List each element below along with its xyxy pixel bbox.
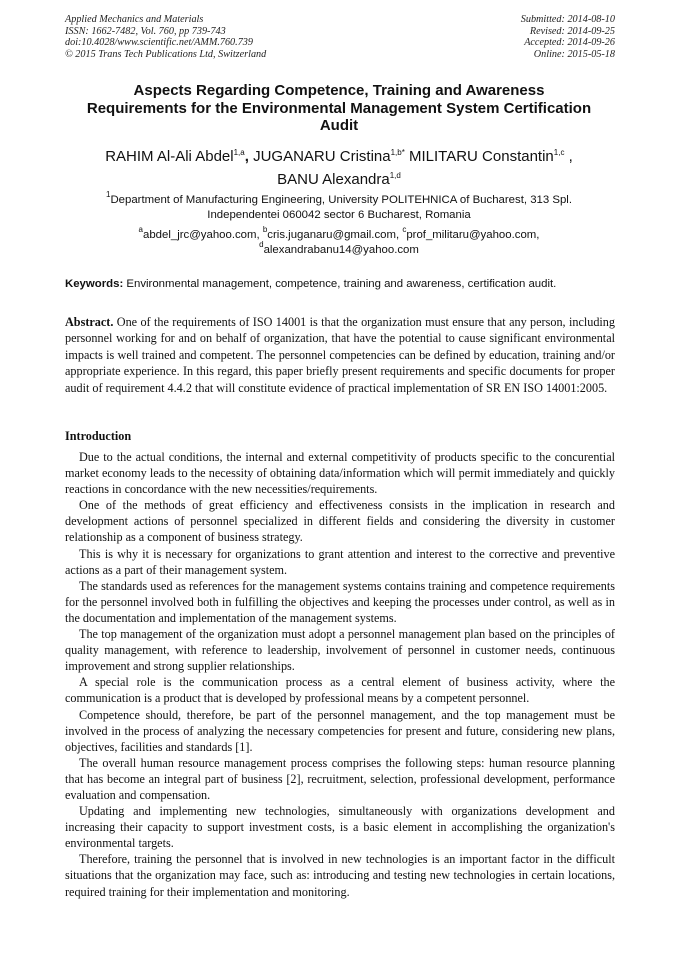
keywords [65,277,615,291]
email-sup: c [402,225,407,234]
author-name: RAHIM Al-Ali Abdel [105,148,234,165]
title-line: Aspects Regarding Competence, Training and Awareness [133,82,545,99]
paragraph: Updating and implementing new technologies, simultaneously with organizations development and increasing their capacity to support investment costs, is a basic element in accomplishing the organization's environmental targets. [65,804,615,851]
author-sup: 1,b* [390,148,405,157]
paragraph: A special role is the communication process as a central element of business activity, where the communication is a product that is developed by professional means by a competent personnel. [65,675,615,706]
author-name: BANU Alexandra [277,171,390,188]
affiliation-line: Independentei 060042 sector 6 Bucharest, Romania [207,208,471,221]
affiliation-sup: 1 [106,190,111,199]
affiliation-line: Department of Manufacturing Engineering, University POLITEHNICA of Bucharest, 313 Spl. [110,194,572,206]
copyright: © 2015 Trans Tech Publications Ltd, Switzerland [65,48,267,60]
paper-title [50,82,628,135]
paragraph: This is why it is necessary for organizations to grant attention and interest to the corrective and preventive actions as a part of their management system. [65,546,615,577]
paragraph: The top management of the organization must adopt a personnel management plan based on the principles of quality management, with reference to leadership, involvement of personnel in customer needs, continuous improvement and strong supplier relationships. [65,627,615,674]
author-line [40,168,638,191]
affiliation [60,190,618,222]
journal-name: Applied Mechanics and Materials [65,14,204,25]
issn: ISSN: 1662-7482, Vol. 760, pp 739-743 [65,25,226,37]
author-sup: 1,c [553,148,565,157]
author-line: RAHIM Al-Ali Abdel$^{1,a}$, JUGANARU Cristina$^{1,b*}$ MILITARU Constantin$^{1,c}$ , [105,148,573,165]
author-sup: 1,a [233,148,245,157]
paragraph: Therefore, training the personnel that is involved in new technologies is an important factor in the difficult situations that the organization may face, such as: introducing and testing new technologies in certain locations, required training for their implementation and monitoring. [65,852,615,899]
paragraph: One of the methods of great efficiency and effectiveness consists in the implication in research and development actions of personnel specialized in different fields and considering the diversity in customer relationship as a component of business strategy. [65,498,615,545]
section-heading: Introduction [65,429,132,443]
author-sup: 1,d [389,171,401,180]
doi: doi:10.4028/www.scientific.net/AMM.760.739 [65,37,253,49]
revised-date: Revised: 2014-09-25 [529,25,615,37]
title-line: Audit [319,117,359,134]
email-sup: b [262,225,268,234]
publication-dates [521,14,615,60]
online-date: Online: 2015-05-18 [533,48,615,60]
email-address[interactable]: alexandrabanu14@yahoo.com [263,244,419,256]
author-name: MILITARU Constantin [409,148,554,165]
paragraph: Competence should, therefore, be part of the personnel management, and the top management must be involved in the process of analyzing the necessary competencies for present and future, considering new plans, objectives, facilities and standards [1]. [65,707,615,754]
abstract-label: Abstract. [65,315,114,329]
email-address[interactable]: abdel_jrc@yahoo.com, [143,229,263,241]
keywords-text: Environmental management, competence, training and awareness, certification audit. [123,278,557,290]
abstract [65,314,615,396]
title-line: Requirements for the Environmental Management System Certification [86,99,592,117]
accepted-date: Accepted: 2014-09-26 [524,37,615,49]
paragraph: Due to the actual conditions, the internal and external competitivity of products specific to the concurential market economy leads to the necessity of obtaining data/information which will permit immediately and quickly reactions in concordance with the new necessities/requirements. [65,450,615,497]
author-name: JUGANARU Cristina [253,148,391,165]
abstract-text: One of the requirements of ISO 14001 is that the organization must ensure that any person, including personnel working for and on behalf of organization, that have the potential to cause significant environmental impacts is well trained and competent. The personnel competencies can be defined by education, training and/or appropriate experience. In this regard, this paper briefly present requirements and specific documents for proper audit of requirement 4.4.2 that will constitute evidence of practical implementation of SR EN ISO 14001:2005. [65,315,615,395]
submitted-date: Submitted: 2014-08-10 [520,14,615,25]
journal-info [65,14,266,60]
email-sup: a [138,225,143,234]
email-address[interactable]: cris.juganaru@gmail.com, [267,229,403,241]
keywords-label: Keywords: [65,278,124,290]
introduction-body [65,449,615,900]
paragraph: The overall human resource management process comprises the following steps: human resource planning that has become an integral part of business [2], recruitment, selection, professional development, performance evaluation and compensation. [65,755,615,802]
author-list [40,145,638,191]
paragraph: The standards used as references for the management systems contains training and competence requirements for the personnel involved both in fulfilling the objectives and keeping the processes under control, as well as in the documentation and implementation of the management systems. [65,578,615,625]
email-address[interactable]: prof_militaru@yahoo.com, [406,229,540,241]
email-sup: d [259,240,264,249]
author-emails [60,225,618,258]
